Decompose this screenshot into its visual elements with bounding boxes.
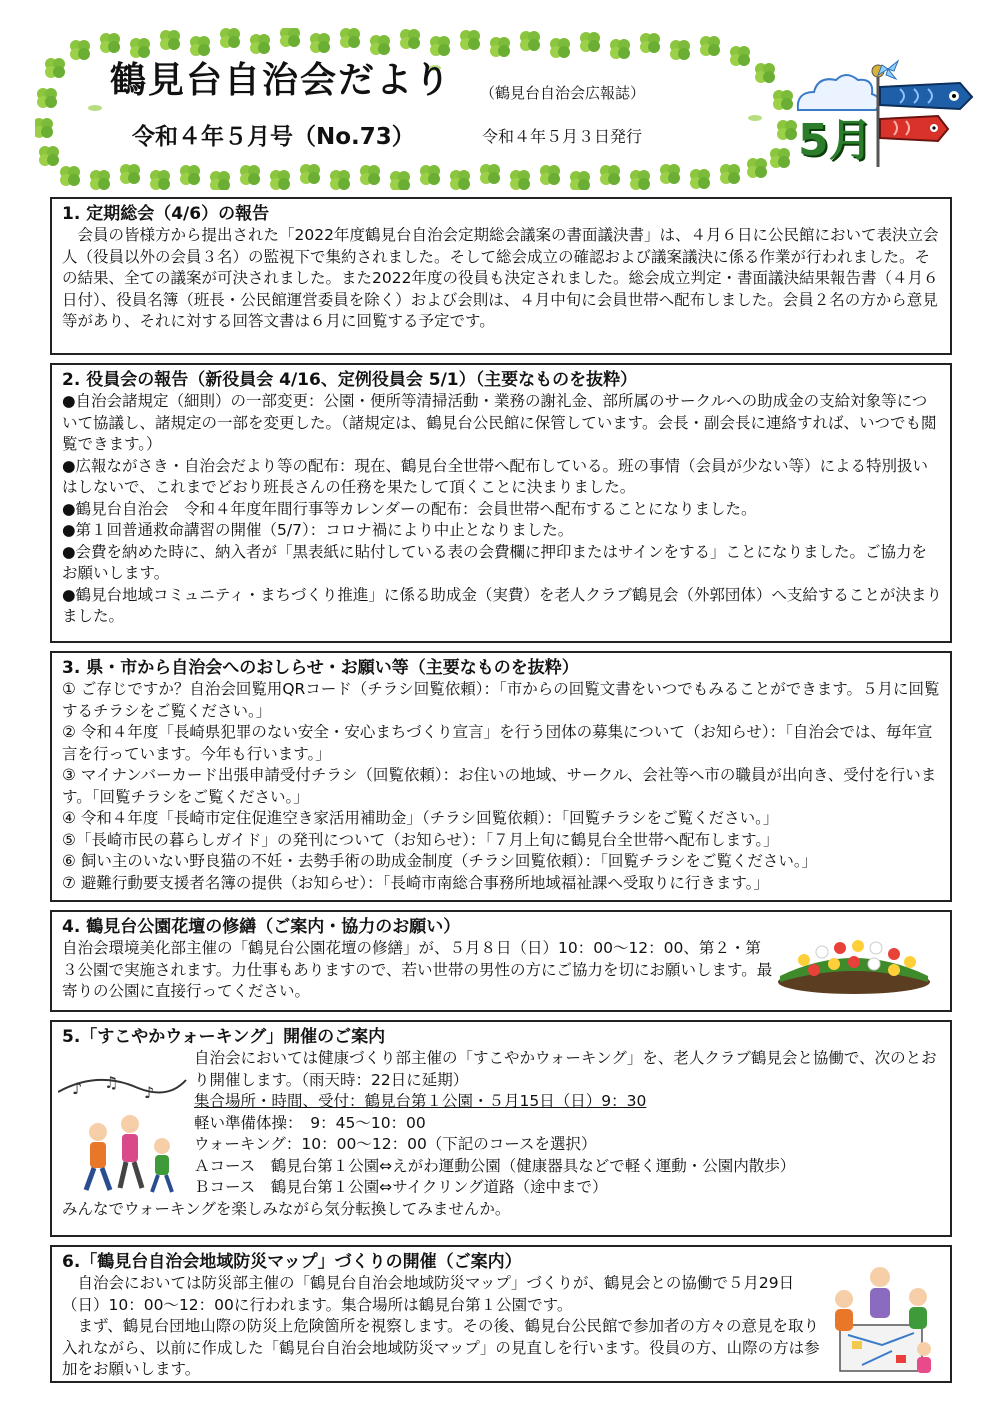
section-disaster-map [50, 1245, 952, 1383]
list-item: ③ マイナンバーカード出張申請受付チラシ（回覧依頼）：お住いの地域、サークル、会社等へ市の職員が出向き、受付を行います。「回覧チラシをご覧ください。」 [62, 766, 937, 806]
list-item: ●自治会諸規定（細則）の一部変更：公園・便所等清掃活動・業務の謝礼金、部所属のサークルへの助成金の支給対象等について協議し、諸規定の一部を変更した。（諸規定は、鶴見台公民館に保管しています。会長・副会長に連絡すれば、いつでも閲覧できます。） [62, 392, 937, 453]
newsletter-title: 鶴見台自治会だより [110, 60, 453, 101]
list-item: ⑥ 飼い主のいない野良猫の不妊・去勢手術の助成金制度（チラシ回覧依頼）：「回覧チラシをご覧ください。」 [62, 852, 818, 870]
svg-text:♫: ♫ [104, 1073, 119, 1092]
list-item: ① ご存じですか？自治会回覧用QRコード（チラシ回覧依頼）：「市からの回覧文書をいつでもみることができます。５月に回覧するチラシをご覧ください。」 [62, 680, 940, 720]
family-map-illustration [822, 1255, 940, 1379]
walking-time: ウォーキング：10：00～12：00（下記のコースを選択） [194, 1135, 597, 1153]
list-item: ●第１回普通救命講習の開催（5/7）：コロナ禍により中止となりました。 [62, 521, 574, 539]
list-item: ⑦ 避難行動要支援者名簿の提供（お知らせ）：「長崎市南総合事務所地域福祉課へ受取りに行きます。」 [62, 873, 769, 892]
list-item: ⑤「長崎市民の暮らしガイド」の発刊について（お知らせ）：「７月上旬に鶴見台全世帯へ配布します。」 [62, 830, 779, 849]
list-item: ④ 令和４年度「長崎市定住促進空き家活用補助金」（チラシ回覧依頼）：「回覧チラシをご覧ください。」 [62, 809, 779, 827]
section-board-meeting [50, 363, 952, 643]
section-paragraph: まず、鶴見台団地山際の防災上危険箇所を視察します。その後、鶴見台公民館で参加者の方々の意見を取り入れながら、以前に作成した「鶴見台自治会地域防災マップ」の見直しを行います。役員の方、山際の方は参加をお願いします。 [62, 1317, 820, 1378]
section-heading: 4. 鶴見台公園花壇の修繕（ご案内・協力のお願い） [62, 917, 461, 937]
list-item: ●鶴見台自治会 令和４年度年間行事等カレンダーの配布：会員世帯へ配布することになりました。 [62, 499, 757, 518]
list-item: ●会費を納めた時に、納入者が「黒表紙に貼付している表の会費欄に押印またはサインをする」ことになりました。ご協力をお願いします。 [62, 542, 927, 582]
section-flowerbed [50, 910, 952, 1012]
section-general-meeting [50, 197, 952, 355]
course-b: Ｂコース 鶴見台第１公園⇔サイクリング道路（途中まで） [194, 1178, 608, 1196]
list-item: ② 令和４年度「長崎県犯罪のない安全・安心まちづくり宣言」を行う団体の募集について（お知らせ）：「自治会では、毎年宣言を行っています。今年も行います。」 [62, 723, 933, 763]
issue-date: 令和４年５月３日発行 [482, 127, 643, 146]
section-paragraph: 自治会環境美化部主催の「鶴見台公園花壇の修繕」が、５月８日（日）10：00～12：00、第２・第３公園で実施されます。力仕事もありますので、若い世帯の男性の方にご協力を切にお願いします。最寄りの公園に直接行ってください。 [62, 939, 773, 1000]
walking-intro: 自治会においては健康づくり部主催の「すこやかウォーキング」を、老人クラブ鶴見会と協働で、次のとおり開催します。（雨天時：22日に延期） [194, 1049, 937, 1089]
flowerbed-illustration [774, 930, 934, 996]
walking-meeting-info: 集合場所・時間、受付：鶴見台第１公園・５月15日（日）9：30 [194, 1092, 647, 1110]
section-heading: 5.「すこやかウォーキング」開催のご案内 [62, 1027, 386, 1047]
list-item: ●広報ながさき・自治会だより等の配布：現在、鶴見台全世帯へ配布している。班の事情（会員が少ない等）による特別扱いはしないで、これまでどおり班長さんの任務を果たして頂くことに決まりました。 [62, 456, 929, 496]
list-item: ●鶴見台地域コミュニティ・まちづくり推進」に係る助成金（実費）を老人クラブ鶴見会（外郭団体）へ支給することが決まりました。 [62, 585, 942, 625]
svg-text:♪: ♪ [144, 1083, 155, 1102]
section-heading: 6.「鶴見台自治会地域防災マップ」づくりの開催（ご案内） [62, 1252, 522, 1272]
section-paragraph: 自治会においては防災部主催の「鶴見台自治会地域防災マップ」づくりが、鶴見会との協働で５月29日（日）10：00～12：00に行われます。集合場所は鶴見台第１公園です。 [62, 1274, 795, 1314]
section-heading: 3. 県・市から自治会へのおしらせ・お願い等（主要なものを抜粋） [62, 658, 579, 678]
walkers-illustration [58, 1072, 188, 1202]
music-notes-icon [58, 1073, 186, 1102]
walking-warmup: 軽い準備体操： 9：45～10：00 [194, 1113, 426, 1132]
walking-closing: みんなでウォーキングを楽しみながら気分転換してみませんか。 [62, 1199, 511, 1218]
month-label: 5月 [798, 115, 873, 166]
issue-number: 令和４年５月号（No.73） [132, 124, 415, 150]
newsletter-subtitle: （鶴見台自治会広報誌） [480, 84, 646, 102]
masthead [0, 0, 1000, 190]
svg-text:♪: ♪ [72, 1079, 83, 1098]
section-heading: 2. 役員会の報告（新役員会 4/16、定例役員会 5/1）（主要なものを抜粋） [62, 370, 638, 390]
section-notices [50, 651, 952, 902]
section-paragraph: 会員の皆様方から提出された「2022年度鶴見台自治会定期総会議案の書面議決書」は、４月６日に公民館において表決立会人（役員以外の会員３名）の監視下で集約されました。そして総会成立の確認および議案議決に係る作業が行われました。その結果、全ての議案が可決されました。また2022年度の役員も決定されました。総会成立判定・書面議決結果報告書（４月６日付）、役員名簿（班長・公民館運営委員を除く）および会則は、４月中旬に会員世帯へ配布しました。会員２名の方から意見等があり、それに対する回答文書は６月に回覧する予定です。 [62, 226, 939, 330]
course-a: Ａコース 鶴見台第１公園⇔えがわ運動公園（健康器具などで軽く運動・公園内散歩） [194, 1156, 796, 1175]
section-walking [50, 1020, 952, 1237]
section-heading: 1. 定期総会（4/6）の報告 [62, 204, 270, 224]
